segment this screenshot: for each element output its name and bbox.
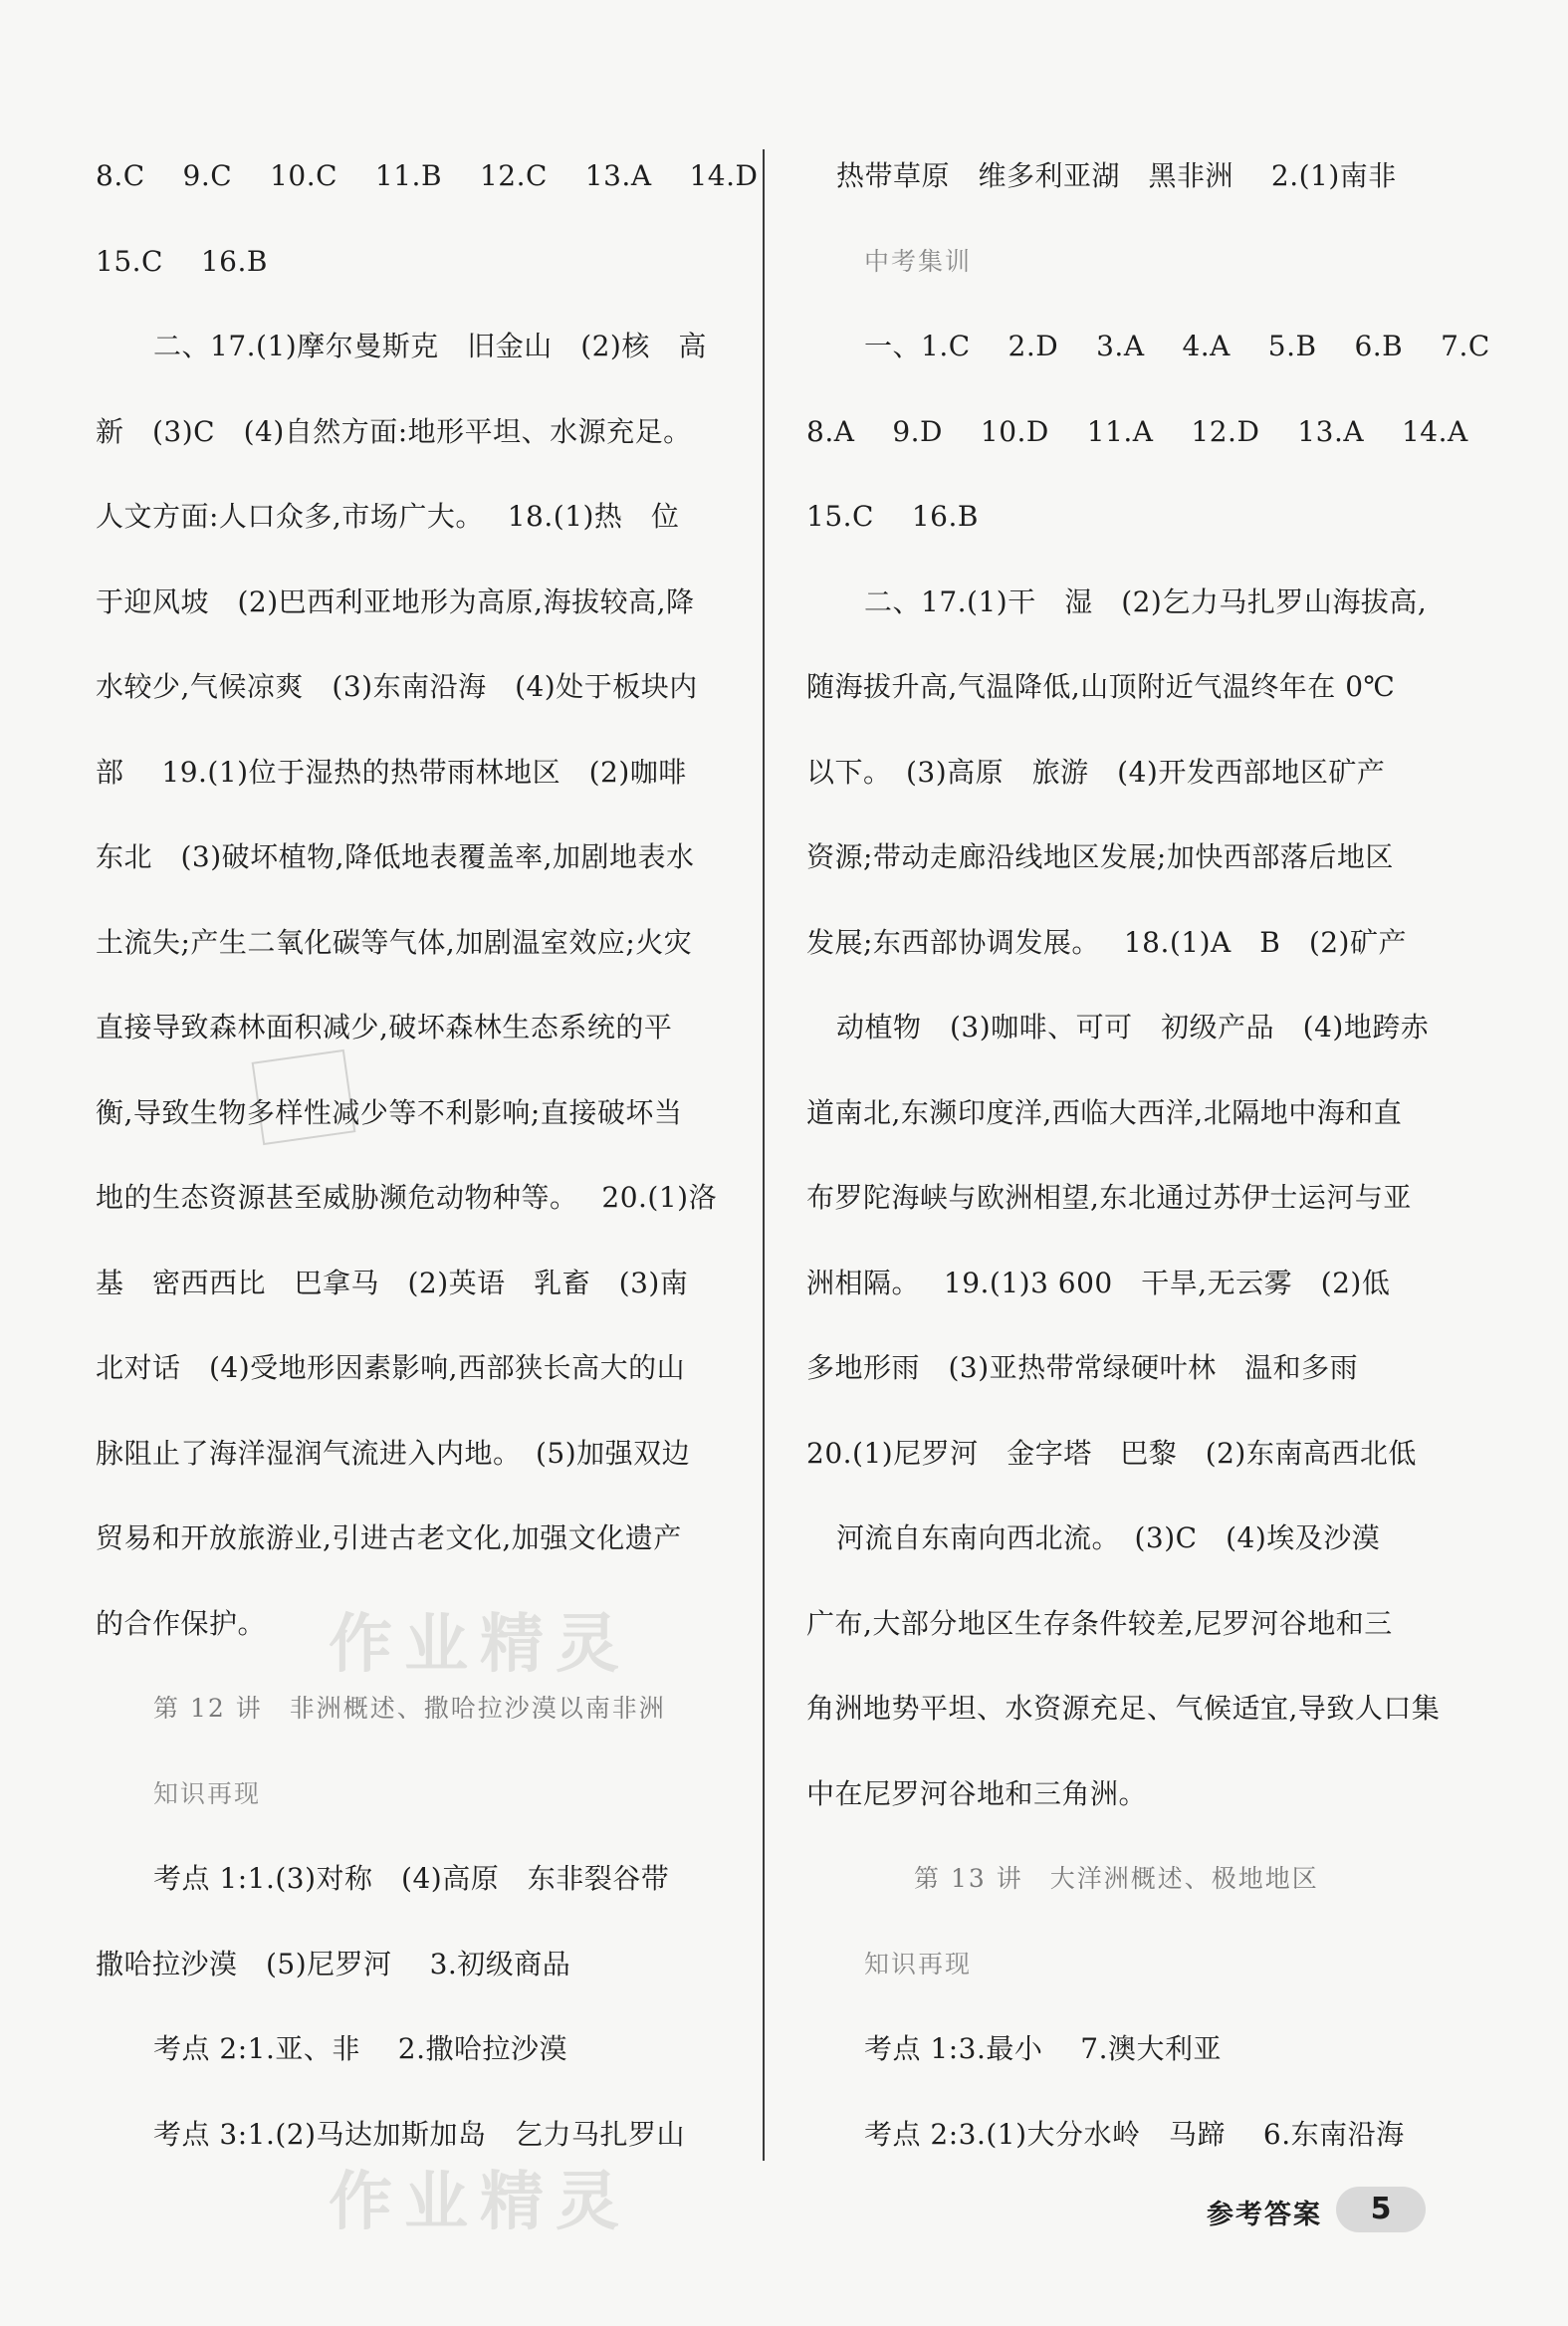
section-subheading: 知识再现 xyxy=(153,1778,262,1808)
answer-line: 二、17.(1)干 湿 (2)乞力马扎罗山海拔高, xyxy=(864,584,1428,618)
answer-line: 北对话 (4)受地形因素影响,西部狭长高大的山 xyxy=(96,1351,686,1384)
answer-line: 脉阻止了海洋湿润气流进入内地。 (5)加强双边 xyxy=(96,1436,691,1470)
answer-line: 广布,大部分地区生存条件较差,尼罗河谷地和三 xyxy=(806,1606,1393,1640)
answer-line: 新 (3)C (4)自然方面:地形平坦、水源充足。 xyxy=(96,414,692,448)
answer-line: 人文方面:人口众多,市场广大。 18.(1)热 位 xyxy=(96,500,680,533)
answer-line: 15.C 16.B xyxy=(806,500,979,533)
answer-line: 多地形雨 (3)亚热带常绿硬叶林 温和多雨 xyxy=(806,1351,1359,1384)
answer-line: 地的生态资源甚至威胁濒危动物种等。 20.(1)洛 xyxy=(96,1181,718,1214)
answer-line: 基 密西西比 巴拿马 (2)英语 乳畜 (3)南 xyxy=(96,1266,689,1299)
left-column xyxy=(96,139,759,2183)
answer-line: 道南北,东濒印度洋,西临大西洋,北隔地中海和直 xyxy=(806,1095,1403,1129)
answer-line: 15.C 16.B xyxy=(96,244,268,278)
answer-line: 直接导致森林面积减少,破坏森林生态系统的平 xyxy=(96,1011,673,1044)
answer-line: 二、17.(1)摩尔曼斯克 旧金山 (2)核 高 xyxy=(153,330,707,362)
answer-line: 热带草原 维多利亚湖 黑非洲 2.(1)南非 xyxy=(836,159,1397,192)
answer-line: 考点 3:1.(2)马达加斯加岛 乞力马扎罗山 xyxy=(153,2117,686,2151)
answer-line: 中在尼罗河谷地和三角洲。 xyxy=(806,1776,1148,1810)
watermark: 作业精灵 xyxy=(329,2166,631,2239)
page-footer xyxy=(1207,2183,1436,2242)
answer-line: 以下。 (3)高原 旅游 (4)开发西部地区矿产 xyxy=(806,755,1386,789)
footer-label: 参考答案 xyxy=(1207,2200,1322,2230)
column-divider xyxy=(763,149,765,2161)
page-number: 5 xyxy=(1370,2192,1392,2226)
answer-line: 考点 2:3.(1)大分水岭 马蹄 6.东南沿海 xyxy=(864,2117,1405,2151)
answer-line: 东北 (3)破坏植物,降低地表覆盖率,加剧地表水 xyxy=(96,840,695,873)
answer-line: 洲相隔。 19.(1)3 600 干旱,无云雾 (2)低 xyxy=(806,1266,1391,1299)
answer-line: 布罗陀海峡与欧洲相望,东北通过苏伊士运河与亚 xyxy=(806,1181,1412,1214)
answer-line: 考点 2:1.亚、非 2.撒哈拉沙漠 xyxy=(153,2032,567,2065)
answer-line: 8.A 9.D 10.D 11.A 12.D 13.A 14.A xyxy=(806,414,1468,448)
answer-line: 河流自东南向西北流。 (3)C (4)埃及沙漠 xyxy=(836,1521,1381,1554)
answer-line: 角洲地势平坦、水资源充足、气候适宜,导致人口集 xyxy=(806,1692,1441,1725)
section-subheading: 中考集训 xyxy=(864,246,973,276)
lesson-title: 第 12 讲 非洲概述、撒哈拉沙漠以南非洲 xyxy=(153,1694,666,1723)
answer-line: 20.(1)尼罗河 金字塔 巴黎 (2)东南高西北低 xyxy=(806,1436,1417,1470)
answer-line: 于迎风坡 (2)巴西利亚地形为高原,海拔较高,降 xyxy=(96,584,695,618)
answer-line: 的合作保护。 xyxy=(96,1606,267,1640)
answer-line: 考点 1:1.(3)对称 (4)高原 东非裂谷带 xyxy=(153,1862,670,1895)
answer-line: 一、1.C 2.D 3.A 4.A 5.B 6.B 7.C xyxy=(864,330,1490,362)
answer-line: 部 19.(1)位于湿热的热带雨林地区 (2)咖啡 xyxy=(96,755,687,789)
answer-line: 8.C 9.C 10.C 11.B 12.C 13.A 14.D xyxy=(96,159,759,192)
answer-line: 撒哈拉沙漠 (5)尼罗河 3.初级商品 xyxy=(96,1947,571,1980)
answer-line: 衡,导致生物多样性减少等不利影响;直接破坏当 xyxy=(96,1095,683,1129)
answer-line: 随海拔升高,气温降低,山顶附近气温终年在 0℃ xyxy=(806,670,1396,703)
page-number-badge xyxy=(1336,2187,1426,2232)
answer-line: 动植物 (3)咖啡、可可 初级产品 (4)地跨赤 xyxy=(836,1011,1430,1044)
answer-line: 贸易和开放旅游业,引进古老文化,加强文化遗产 xyxy=(96,1521,682,1554)
answer-line: 水较少,气候凉爽 (3)东南沿海 (4)处于板块内 xyxy=(96,670,698,703)
answer-line: 考点 1:3.最小 7.澳大利亚 xyxy=(864,2032,1222,2065)
lesson-title: 第 13 讲 大洋洲概述、极地地区 xyxy=(914,1864,1319,1893)
answer-line: 发展;东西部协调发展。 18.(1)A B (2)矿产 xyxy=(806,925,1407,959)
faint-stamp-mark xyxy=(252,1049,356,1145)
answer-line: 土流失;产生二氧化碳等气体,加剧温室效应;火灾 xyxy=(96,925,693,959)
watermark: 作业精灵 xyxy=(329,1608,631,1682)
section-subheading: 知识再现 xyxy=(864,1949,973,1978)
right-column xyxy=(806,139,1490,2183)
answer-line: 资源;带动走廊沿线地区发展;加快西部落后地区 xyxy=(806,840,1394,873)
